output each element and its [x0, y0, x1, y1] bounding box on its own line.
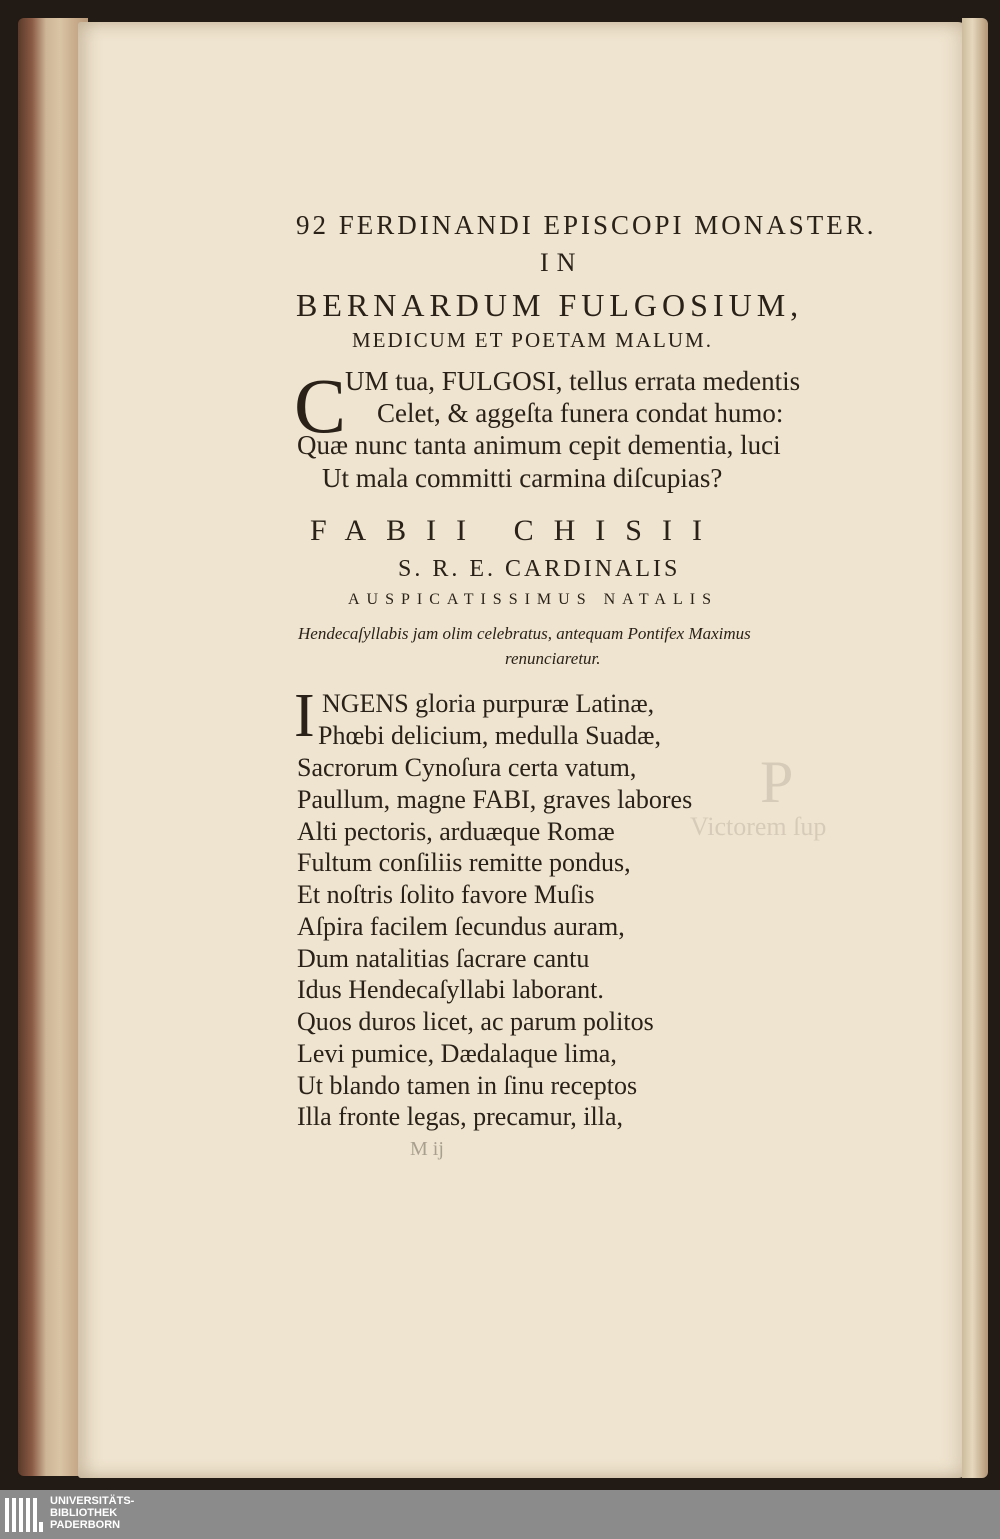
- poem2-name: FABII CHISII: [310, 514, 722, 547]
- poem1-subtitle: MEDICUM ET POETAM MALUM.: [352, 328, 713, 352]
- bleed-through-decoration: P: [760, 749, 794, 815]
- poem2-note-line2: renunciaretur.: [505, 649, 601, 668]
- bleed-through-decoration: Victorem ſup: [690, 812, 827, 841]
- book-right-edge: [962, 18, 988, 1478]
- poem1-line: Quæ nunc tanta animum cepit dementia, luci: [297, 430, 781, 460]
- library-logo-text: [50, 1495, 134, 1531]
- poem2-drop-cap: I: [294, 682, 315, 750]
- poem1-in: IN: [540, 248, 584, 277]
- poem2-line: Levi pumice, Dædalaque lima,: [297, 1039, 617, 1068]
- poem2-line: Alti pectoris, arduæque Romæ: [297, 817, 615, 846]
- poem2-line: Illa fronte legas, precamur, illa,: [297, 1102, 623, 1131]
- poem2-line: Fultum conſiliis remitte pondus,: [297, 848, 631, 877]
- poem1-title: BERNARDUM FULGOSIUM,: [296, 287, 804, 323]
- poem2-line: Dum natalitias ſacrare cantu: [297, 944, 590, 973]
- poem2-line: Idus Hendecaſyllabi laborant.: [297, 975, 604, 1004]
- poem2-line: Ut blando tamen in ſinu receptos: [297, 1071, 638, 1100]
- running-head: 92 FERDINANDI EPISCOPI MONASTER.: [296, 210, 877, 240]
- poem1-line: Ut mala committi carmina diſcupias?: [322, 463, 723, 493]
- poem2-occasion: AUSPICATISSIMUS NATALIS: [348, 591, 718, 608]
- poem2-line: NGENS gloria purpuræ Latinæ,: [322, 689, 655, 718]
- logo-line: UNIVERSITÄTS-: [50, 1495, 135, 1507]
- poem2-line: Et noſtris ſolito favore Muſis: [297, 880, 595, 909]
- poem2-line: Phœbi delicium, medulla Suadæ,: [318, 721, 662, 750]
- poem2-note-line1: Hendecaſyllabis jam olim celebratus, antequam Pontifex Maximus: [298, 624, 751, 643]
- poem1-line: UM tua, FULGOSI, tellus errata medentis: [345, 366, 801, 396]
- poem2-line: Paullum, magne FABI, graves labores: [297, 785, 693, 814]
- poem2-line: Quos duros licet, ac parum politos: [297, 1007, 654, 1036]
- library-logo-icon: [4, 1496, 44, 1534]
- poem1-drop-cap: C: [294, 362, 347, 449]
- logo-line: PADERBORN: [50, 1519, 121, 1531]
- footer-bar: [0, 1490, 1000, 1539]
- logo-line: BIBLIOTHEK: [50, 1507, 118, 1519]
- poem1-line: Celet, & aggeſta funera condat humo:: [377, 398, 784, 428]
- poem2-line: Sacrorum Cynoſura certa vatum,: [297, 753, 637, 782]
- signature-mark: M ij: [410, 1138, 444, 1160]
- poem2-line: Aſpira facilem ſecundus auram,: [297, 912, 625, 941]
- poem2-rank: S. R. E. CARDINALIS: [398, 556, 681, 582]
